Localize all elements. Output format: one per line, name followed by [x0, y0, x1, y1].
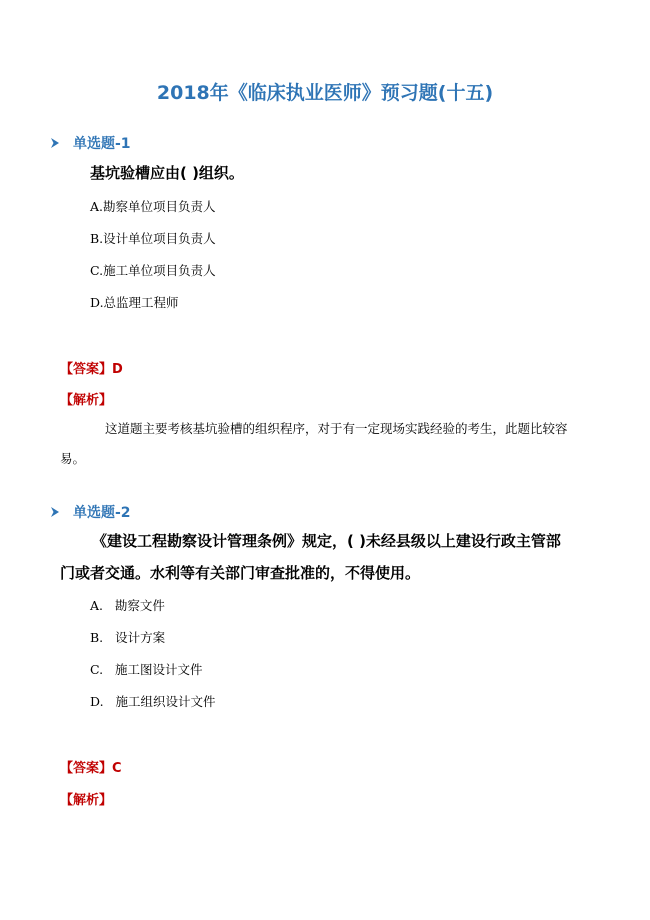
question-1-analysis-label: 【解析】: [60, 393, 113, 408]
question-1-stem: 基坑验槽应由( )组织。: [90, 164, 244, 182]
document-title: 2018年《临床执业医师》预习题(十五): [156, 82, 494, 104]
question-2-answer: 【答案】C: [60, 761, 122, 776]
question-2-header: [50, 502, 131, 522]
question-1-option-d: D.总监理工程师: [90, 295, 179, 310]
question-1-analysis-line-2: 易。: [60, 451, 86, 466]
question-1-option-c: C.施工单位项目负责人: [90, 263, 216, 278]
question-1-option-b: B.设计单位项目负责人: [90, 231, 216, 246]
arrow-bullet-icon: [50, 137, 60, 149]
question-1-header: [50, 133, 131, 153]
question-2-label: 单选题-2: [73, 505, 131, 521]
question-2-option-d: D. 施工组织设计文件: [90, 694, 216, 709]
question-1-analysis-text: [60, 414, 600, 474]
question-1-answer: 【答案】D: [60, 362, 123, 377]
question-2-option-a: A. 勘察文件: [90, 598, 165, 613]
question-2-option-b: B. 设计方案: [90, 630, 166, 645]
question-1-option-a: A.勘察单位项目负责人: [90, 199, 216, 214]
question-2-option-c: C. 施工图设计文件: [90, 662, 203, 677]
question-2-stem-line-2: 门或者交通。水利等有关部门审查批准的，不得使用。: [60, 564, 421, 582]
question-1-label: 单选题-1: [73, 136, 131, 152]
question-2-stem-line-1: 《建设工程勘察设计管理条例》规定，( )未经县级以上建设行政主管部: [92, 532, 561, 550]
question-2-analysis-label: 【解析】: [60, 793, 113, 808]
arrow-bullet-icon: [50, 506, 60, 518]
question-1-analysis-line-1: 这道题主要考核基坑验槽的组织程序，对于有一定现场实践经验的考生，此题比较容: [105, 421, 568, 436]
